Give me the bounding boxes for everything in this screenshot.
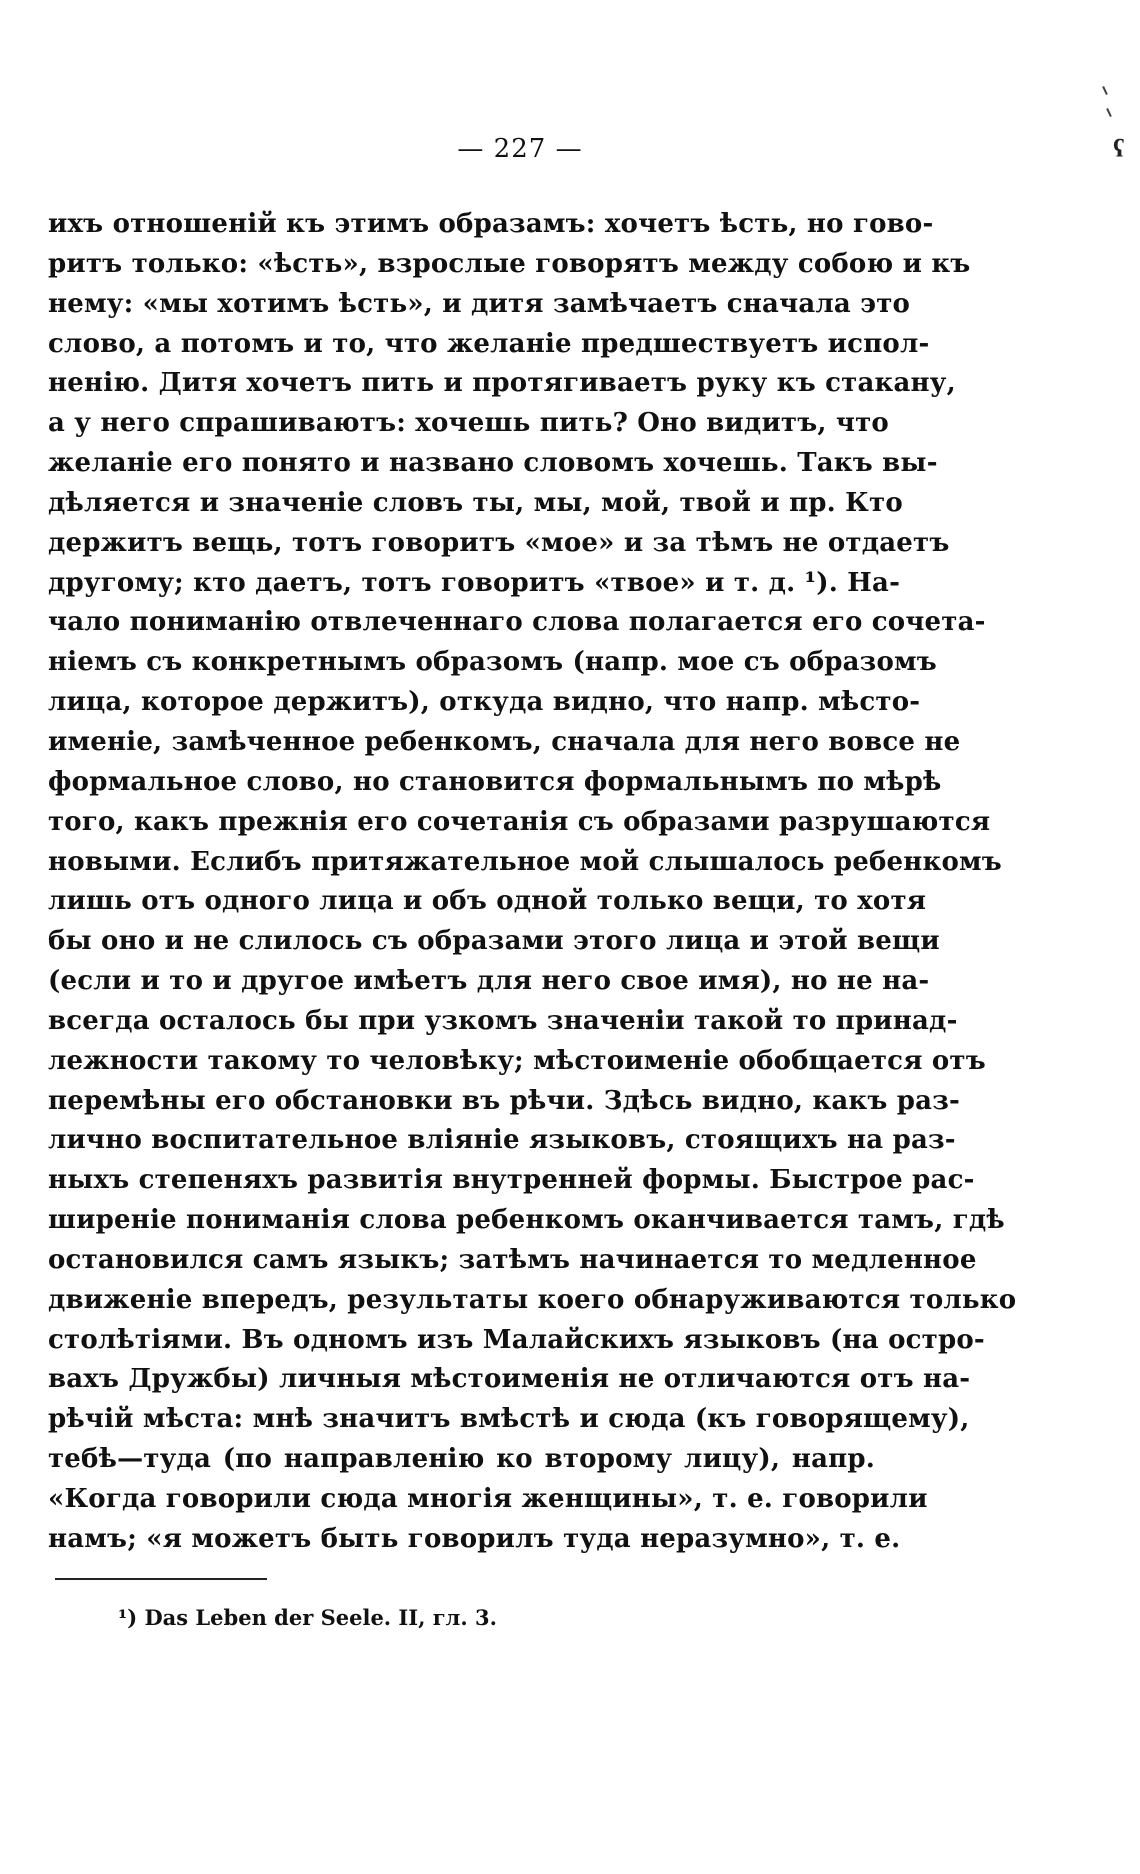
text-line: всегда осталось бы при узкомъ значенiи такой то принад- [48,1005,958,1036]
margin-mark: ҁ [1113,128,1125,158]
text-line: вахъ Дружбы) личныя мѣстоименiя не отличаются отъ на- [48,1364,971,1395]
text-line: остановился самъ языкъ; затѣмъ начинается то медленное [48,1244,977,1275]
text-line: лишь отъ одного лица и объ одной только вещи, то хотя [48,886,927,917]
text-line: лично воспитательное влiянiе языковъ, стоящихъ на раз- [48,1125,956,1156]
page-number: — 227 — [457,134,583,164]
text-line: бы оно и не слилось съ образами этого лица и этой вещи [48,926,940,957]
text-line: держитъ вещь, тотъ говоритъ «мое» и за тѣмъ не отдаетъ [48,527,950,558]
text-line: столѣтiями. Въ одномъ изъ Малайскихъ языковъ (на остро- [48,1324,985,1355]
footnote-text: Das Leben der Seele. II, гл. 3. [144,1605,497,1630]
footnote-marker: ¹) [118,1605,138,1630]
body-text [48,205,1017,1560]
text-line: формальное слово, но становится формальнымъ по мѣрѣ [48,766,942,797]
text-line: лица, которое держитъ), откуда видно, что напр. мѣсто- [48,687,921,718]
text-line: рѣчiй мѣста: мнѣ значитъ вмѣстѣ и сюда (къ говорящему), [48,1404,970,1435]
text-line: ныхъ степеняхъ развитiя внутренней формы. Быстрое рас- [48,1165,975,1196]
text-line: слово, а потомъ и то, что желанiе предшествуетъ испол- [48,328,930,359]
footnote-divider [55,1578,267,1580]
text-line: тебѣ—туда (по направленiю ко второму лицу), напр. [48,1444,875,1475]
text-line: новыми. Еслибъ притяжательное мой слышалось ребенкомъ [48,846,1002,877]
text-line: ширенiе пониманiя слова ребенкомъ оканчивается тамъ, гдѣ [48,1205,1005,1236]
margin-tick [1106,108,1112,117]
text-line: намъ; «я можетъ быть говорилъ туда неразумно», т. е. [48,1523,901,1554]
text-line: чало пониманiю отвлеченнаго слова полагается его сочета- [48,607,986,638]
text-line: перемѣны его обстановки въ рѣчи. Здѣсь видно, какъ раз- [48,1085,960,1116]
text-line: а у него спрашиваютъ: хочешь пить? Оно видитъ, что [48,408,889,439]
text-line: ихъ отношенiй къ этимъ образамъ: хочетъ ѣсть, но гово- [48,209,934,239]
text-line: лежности такому то человѣку; мѣстоименiе обобщается отъ [48,1045,986,1076]
text-line: «Когда говорили сюда многiя женщины», т. е. говорили [48,1484,928,1514]
text-line: желанiе его понято и названо словомъ хочешь. Такъ вы- [48,448,938,479]
text-line: именiе, замѣченное ребенкомъ, сначала для него вовсе не [48,726,961,757]
margin-tick [1102,86,1108,95]
text-line: нему: «мы хотимъ ѣсть», и дитя замѣчаетъ сначала это [48,288,911,319]
text-line: ненiю. Дитя хочетъ пить и протягиваетъ руку къ стакану, [48,368,956,399]
footnote [118,1605,497,1630]
text-line: другому; кто даетъ, тотъ говоритъ «твое» и т. д. ¹). На- [48,567,901,598]
text-line: движенiе впередъ, результаты коего обнаруживаются только [48,1284,1017,1315]
text-line: дѣляется и значенiе словъ ты, мы, мой, твой и пр. Кто [48,487,903,518]
text-line: нiемъ съ конкретнымъ образомъ (напр. мое съ образомъ [48,647,937,678]
text-line: (если и то и другое имѣетъ для него свое имя), но не на- [48,966,930,997]
text-line: того, какъ прежнiя его сочетанiя съ образами разрушаются [48,806,991,837]
text-line: ритъ только: «ѣсть», взрослые говорятъ между собою и къ [48,248,971,279]
